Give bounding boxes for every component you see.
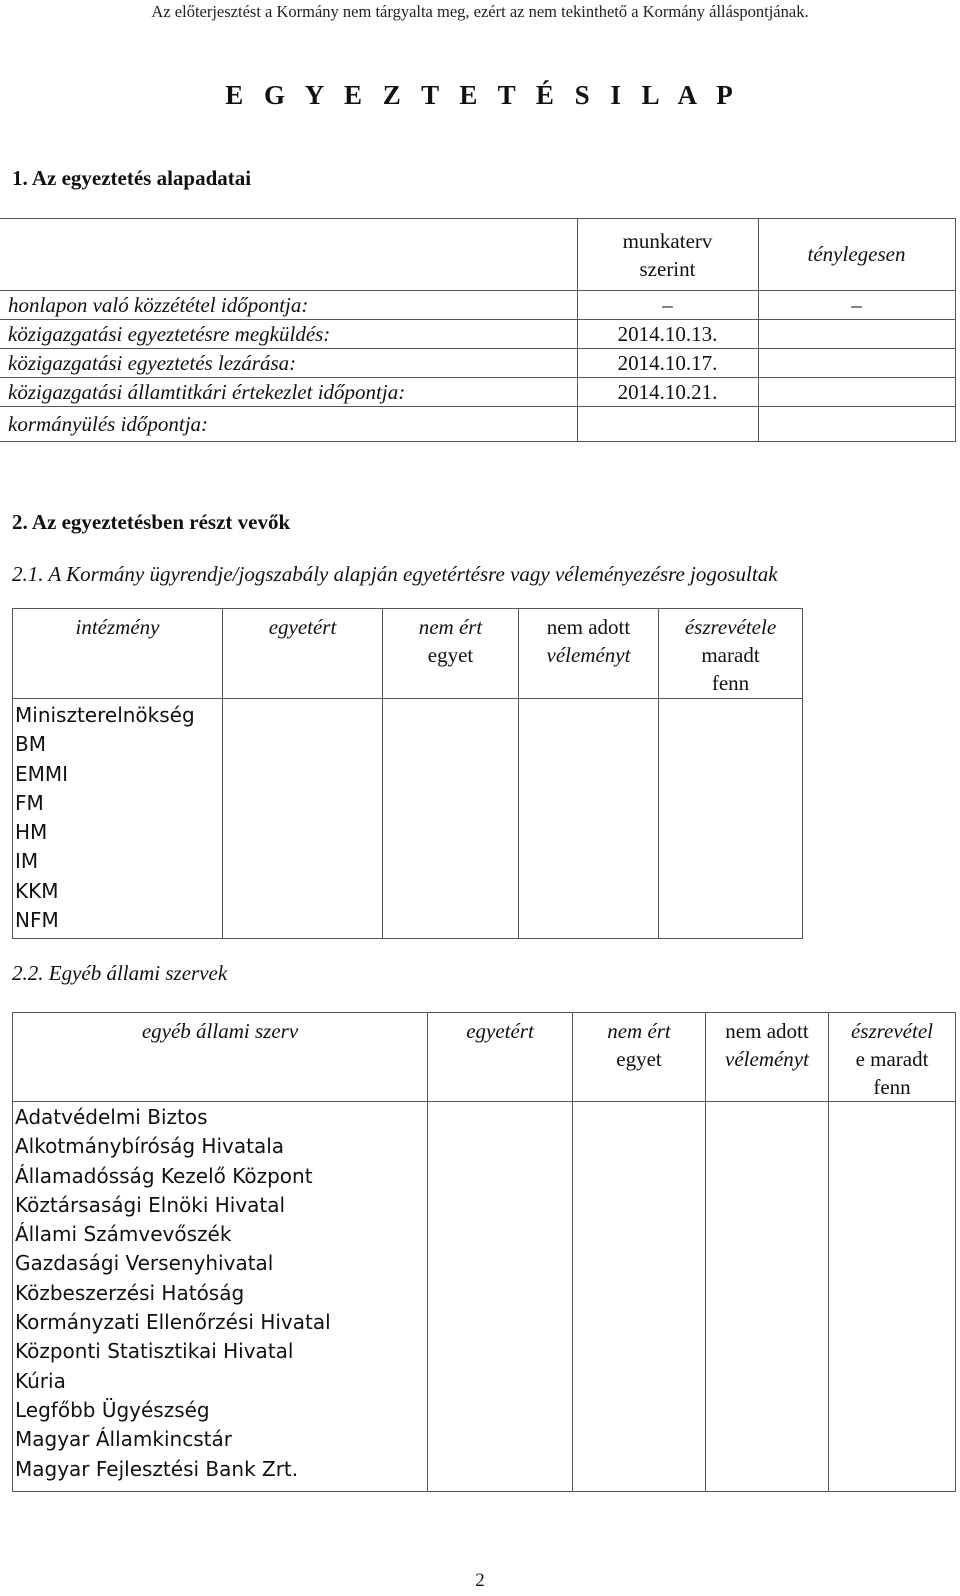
noopinion-cell bbox=[706, 1102, 829, 1492]
col-plan-label: munkaterv szerint bbox=[622, 228, 713, 281]
schedule-row-plan bbox=[577, 407, 758, 442]
list-item: EMMI bbox=[15, 761, 69, 786]
list-item: Közbeszerzési Hatóság bbox=[15, 1280, 245, 1305]
list-item: Alkotmánybíróság Hivatala bbox=[15, 1134, 285, 1159]
list-item: Kúria bbox=[15, 1368, 66, 1393]
other-bodies-body-row bbox=[13, 1102, 956, 1492]
col-remark-header bbox=[659, 609, 803, 699]
disagree-cell bbox=[573, 1102, 706, 1492]
list-item: Kormányzati Ellenőrzési Hivatal bbox=[15, 1310, 331, 1335]
schedule-row-label: honlapon való közzététel időpontja: bbox=[0, 291, 577, 320]
col-actual-header bbox=[758, 219, 955, 291]
institution-list bbox=[13, 699, 223, 939]
schedule-row-plan: – bbox=[577, 291, 758, 320]
col-agree-label: egyetért bbox=[268, 615, 337, 639]
ministries-body-row bbox=[13, 699, 803, 939]
section2-heading: 2. Az egyeztetésben részt vevők bbox=[12, 510, 291, 534]
col-remark-header bbox=[829, 1013, 956, 1102]
list-item: Legfőbb Ügyészség bbox=[15, 1397, 210, 1422]
schedule-row-actual bbox=[758, 320, 955, 349]
page-title: E G Y E Z T E T É S I L A P bbox=[225, 80, 735, 110]
header-note: Az előterjesztést a Kormány nem tárgyalta meg, ezért az nem tekinthető a Kormány álláspontjának. bbox=[151, 2, 809, 21]
list-item: BM bbox=[15, 732, 46, 757]
list-item: Magyar Fejlesztési Bank Zrt. bbox=[15, 1456, 299, 1481]
col-noopinion-label: nem adott bbox=[725, 1019, 809, 1043]
other-bodies-header-row bbox=[13, 1013, 956, 1102]
schedule-row bbox=[0, 407, 955, 442]
col-institution-label: intézmény bbox=[75, 615, 160, 639]
body-list bbox=[13, 1102, 428, 1492]
schedule-row bbox=[0, 349, 955, 378]
col-disagree-label: nem ért bbox=[418, 615, 483, 639]
other-bodies-table bbox=[12, 1012, 956, 1492]
schedule-row-actual bbox=[758, 349, 955, 378]
ministries-table bbox=[12, 608, 803, 939]
col-institution-header bbox=[13, 609, 223, 699]
page-number: 2 bbox=[475, 1570, 485, 1591]
schedule-row bbox=[0, 291, 955, 320]
schedule-row bbox=[0, 320, 955, 349]
col-disagree-header bbox=[383, 609, 519, 699]
schedule-row-actual bbox=[758, 407, 955, 442]
schedule-row-actual: – bbox=[758, 291, 955, 320]
schedule-row-label: közigazgatási egyeztetésre megküldés: bbox=[0, 320, 577, 349]
list-item: Köztársasági Elnöki Hivatal bbox=[15, 1192, 286, 1217]
col-body-label: egyéb állami szerv bbox=[141, 1019, 299, 1043]
col-remark-label-3: fenn bbox=[711, 671, 750, 695]
schedule-row-plan: 2014.10.13. bbox=[577, 320, 758, 349]
schedule-row-label: kormányülés időpontja: bbox=[0, 407, 577, 442]
remark-cell bbox=[659, 699, 803, 939]
remark-cell bbox=[829, 1102, 956, 1492]
list-item: Központi Statisztikai Hivatal bbox=[15, 1339, 294, 1364]
section1-heading: 1. Az egyeztetés alapadatai bbox=[12, 166, 252, 190]
col-noopinion-label-2: véleményt bbox=[725, 1047, 809, 1071]
col-noopinion-label: nem adott bbox=[546, 615, 631, 639]
list-item: Miniszterelnökség bbox=[15, 703, 195, 727]
col-body-header bbox=[13, 1013, 428, 1102]
schedule-row-label: közigazgatási államtitkári értekezlet időpontja: bbox=[0, 378, 577, 407]
col-disagree-label-2: egyet bbox=[427, 643, 474, 667]
agree-cell bbox=[223, 699, 383, 939]
list-item: Államadósság Kezelő Központ bbox=[15, 1163, 313, 1188]
list-item: Magyar Államkincstár bbox=[15, 1427, 232, 1452]
schedule-row-actual bbox=[758, 378, 955, 407]
list-item: Adatvédelmi Biztos bbox=[15, 1105, 208, 1129]
noopinion-cell bbox=[519, 699, 659, 939]
schedule-header-row bbox=[0, 219, 955, 291]
schedule-header-empty bbox=[0, 219, 577, 291]
schedule-row-label: közigazgatási egyeztetés lezárása: bbox=[0, 349, 577, 378]
agree-cell bbox=[428, 1102, 573, 1492]
list-item: FM bbox=[15, 790, 44, 815]
col-noopinion-header bbox=[706, 1013, 829, 1102]
col-remark-label: észrevétele bbox=[684, 615, 777, 639]
list-item: KKM bbox=[15, 878, 59, 903]
schedule-table bbox=[0, 218, 956, 442]
list-item: HM bbox=[15, 820, 48, 845]
col-noopinion-header bbox=[519, 609, 659, 699]
col-remark-label-2: maradt bbox=[701, 643, 760, 667]
col-disagree-label-2: egyet bbox=[616, 1047, 662, 1071]
list-item: Állami Számvevőszék bbox=[15, 1222, 232, 1247]
schedule-row bbox=[0, 378, 955, 407]
ministries-header-row bbox=[13, 609, 803, 699]
col-noopinion-label-2: véleményt bbox=[546, 643, 631, 667]
disagree-cell bbox=[383, 699, 519, 939]
list-item: NFM bbox=[15, 908, 59, 933]
schedule-row-plan: 2014.10.21. bbox=[577, 378, 758, 407]
list-item: Gazdasági Versenyhivatal bbox=[15, 1251, 274, 1276]
col-actual-label: ténylegesen bbox=[807, 242, 906, 266]
col-agree-header bbox=[223, 609, 383, 699]
col-remark-label: észrevétel bbox=[850, 1019, 933, 1043]
col-agree-header bbox=[428, 1013, 573, 1102]
list-item: IM bbox=[15, 849, 39, 874]
schedule-row-plan: 2014.10.17. bbox=[577, 349, 758, 378]
col-disagree-label: nem ért bbox=[607, 1019, 671, 1043]
col-disagree-header bbox=[573, 1013, 706, 1102]
col-agree-label: egyetért bbox=[466, 1019, 534, 1043]
section2-sub1: 2.1. A Kormány ügyrendje/jogszabály alapján egyetértésre vagy véleményezésre jogosultak bbox=[12, 562, 778, 586]
section2-sub2: 2.2. Egyéb állami szervek bbox=[12, 961, 228, 985]
col-remark-label-2: e maradt bbox=[855, 1047, 929, 1071]
col-remark-label-3: fenn bbox=[873, 1075, 911, 1099]
col-plan-header bbox=[577, 219, 758, 291]
